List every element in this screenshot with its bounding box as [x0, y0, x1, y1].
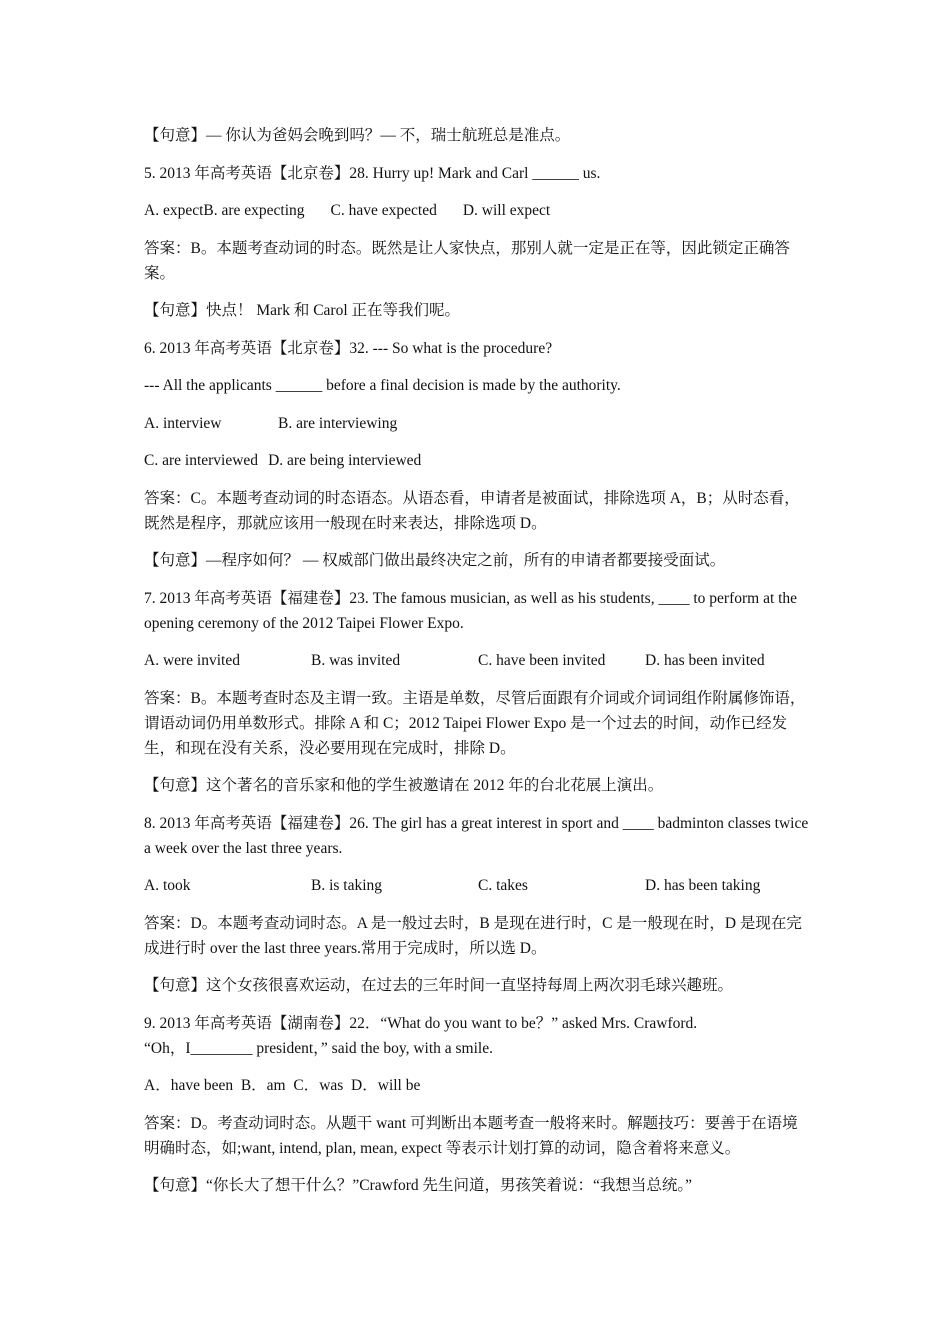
option-a: A. expect: [144, 202, 204, 219]
option-a: A. interview: [144, 414, 222, 432]
text-paragraph: 答案：D。本题考查动词时态。A 是一般过去时，B 是现在进行时，C 是一般现在时，D 是现在完成进行时 over the last three years.常用于完成时，所以选 D。: [144, 914, 802, 957]
text-paragraph: 【句意】— 你认为爸妈会晚到吗？— 不，瑞士航班总是准点。: [144, 127, 571, 144]
option-d: D. has been invited: [645, 652, 765, 669]
option-b: D. are being interviewed: [268, 452, 422, 469]
text-paragraph: 6. 2013 年高考英语【北京卷】32. --- So what is the procedure?: [144, 339, 553, 357]
text-paragraph: 答案：D。考查动词时态。从题干 want 可判断出本题考查一般将来时。解题技巧：要善于在语境明确时态，如;want, intend, plan, mean, expect 等表示计划打算的动词，隐含着将来意义。: [144, 1114, 798, 1157]
text-paragraph: 答案：C。本题考查动词的时态语态。从语态看，申请者是被面试，排除选项 A，B；从时态看，既然是程序，那就应该用一般现在时来表达，排除选项 D。: [144, 489, 800, 532]
answer-options: [144, 411, 812, 436]
option-b: B. are interviewing: [278, 414, 398, 432]
text-paragraph: --- All the applicants ______ before a final decision is made by the authority.: [144, 377, 621, 394]
text-paragraph: 【句意】这个女孩很喜欢运动，在过去的三年时间一直坚持每周上两次羽毛球兴趣班。: [144, 977, 734, 994]
text-paragraph: 答案：B。本题考查动词的时态。既然是让人家快点，那别人就一定是正在等，因此锁定正确答案。: [144, 239, 790, 282]
option-c: C. have been invited: [478, 652, 606, 669]
answer-options: [144, 873, 812, 898]
answer-options: [144, 198, 812, 223]
document-content: [144, 123, 812, 1211]
text-paragraph: 【句意】这个著名的音乐家和他的学生被邀请在 2012 年的台北花展上演出。: [144, 777, 664, 794]
text-paragraph: 9. 2013 年高考英语【湖南卷】22．“What do you want to be？” asked Mrs. Crawford. “Oh，I________ president，” said the boy, with a smile.: [144, 1014, 698, 1057]
option-b: B. are expecting: [203, 202, 305, 219]
text-paragraph: 答案：B。本题考查时态及主谓一致。主语是单数，尽管后面跟有介词或介词词组作附属修饰语，谓语动词仍用单数形式。排除 A 和 C；2012 Taipei Flower Expo 是一个过去的时间，动作已经发生，和现在没有关系，没必要用现在完成时，排除 D。: [144, 689, 806, 757]
text-paragraph: 【句意】—程序如何？ — 权威部门做出最终决定之前，所有的申请者都要接受面试。: [144, 552, 726, 569]
answer-options: [144, 648, 812, 673]
option-a: A. took: [144, 877, 191, 894]
answer-options: [144, 448, 812, 473]
text-paragraph: A．have been B．am C．was D．will be: [144, 1077, 421, 1094]
text-paragraph: 【句意】快点！ Mark 和 Carol 正在等我们呢。: [144, 302, 461, 319]
option-b: B. is taking: [311, 877, 383, 894]
text-paragraph: 7. 2013 年高考英语【福建卷】23. The famous musician, as well as his students, ____ to perform at the opening ceremony of the 2012 Taipei Flower Expo.: [144, 589, 801, 632]
option-c: C. takes: [478, 877, 528, 894]
option-d: D. has been taking: [645, 877, 761, 894]
text-paragraph: 8. 2013 年高考英语【福建卷】26. The girl has a great interest in sport and ____ badminton classes twice a week over the last three years.: [144, 814, 813, 857]
text-paragraph: 5. 2013 年高考英语【北京卷】28. Hurry up! Mark and Carl ______ us.: [144, 164, 601, 182]
option-b: B. was invited: [311, 652, 401, 669]
text-paragraph: 【句意】“你长大了想干什么？”Crawford 先生问道，男孩笑着说：“我想当总统。”: [144, 1177, 693, 1194]
option-a: A. were invited: [144, 652, 240, 669]
option-c: C. have expected: [330, 202, 437, 219]
option-d: D. will expect: [462, 202, 551, 219]
option-a: C. are interviewed: [144, 452, 259, 469]
